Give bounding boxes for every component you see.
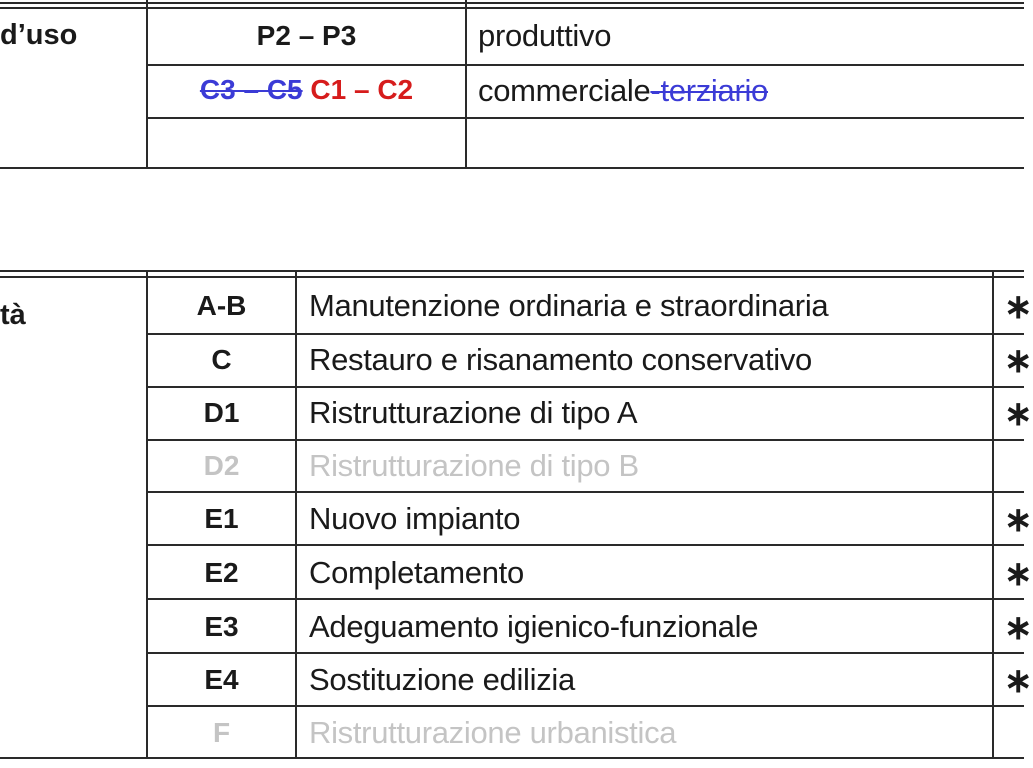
bottom-table-label: tà <box>0 299 26 331</box>
row-desc: Manutenzione ordinaria e straordinaria <box>309 288 829 323</box>
top-table-code-edited <box>148 76 465 104</box>
top-table-desc-produttivo: produttivo <box>478 18 612 53</box>
row-code: E4 <box>204 664 239 695</box>
row-desc: Sostituzione edilizia <box>309 662 575 697</box>
asterisk-icon: ∗ <box>1004 395 1033 433</box>
row-desc: Completamento <box>309 555 524 590</box>
row-desc: Restauro e risanamento conservativo <box>309 342 812 377</box>
row-desc-disabled: Ristrutturazione di tipo B <box>309 448 639 483</box>
row-code: E1 <box>204 503 239 534</box>
row-desc: Ristrutturazione di tipo A <box>309 395 638 430</box>
row-code-disabled: D2 <box>203 450 240 481</box>
top-table-label: d’uso <box>0 19 78 51</box>
struck-code: C3 – C5 <box>199 74 303 105</box>
row-code: A-B <box>196 290 247 321</box>
inserted-code: C1 – C2 <box>310 74 414 105</box>
asterisk-icon: ∗ <box>1004 501 1033 539</box>
row-code: E2 <box>204 557 239 588</box>
row-code-disabled: F <box>212 717 231 748</box>
row-desc-disabled: Ristrutturazione urbanistica <box>309 715 677 750</box>
asterisk-icon: ∗ <box>1004 555 1033 593</box>
asterisk-icon: ∗ <box>1004 609 1033 647</box>
top-table-code-p2-p3: P2 – P3 <box>256 20 357 51</box>
kept-desc: commerciale <box>478 73 651 108</box>
top-table-desc-commerciale <box>478 75 768 106</box>
struck-desc: -terziario <box>650 73 769 108</box>
row-code: D1 <box>203 397 240 428</box>
asterisk-icon: ∗ <box>1004 662 1033 700</box>
row-desc: Adeguamento igienico-funzionale <box>309 609 759 644</box>
asterisk-icon: ∗ <box>1004 342 1033 380</box>
row-desc: Nuovo impianto <box>309 501 521 536</box>
asterisk-icon: ∗ <box>1004 288 1033 326</box>
row-code: C <box>211 344 232 375</box>
row-code: E3 <box>204 611 239 642</box>
